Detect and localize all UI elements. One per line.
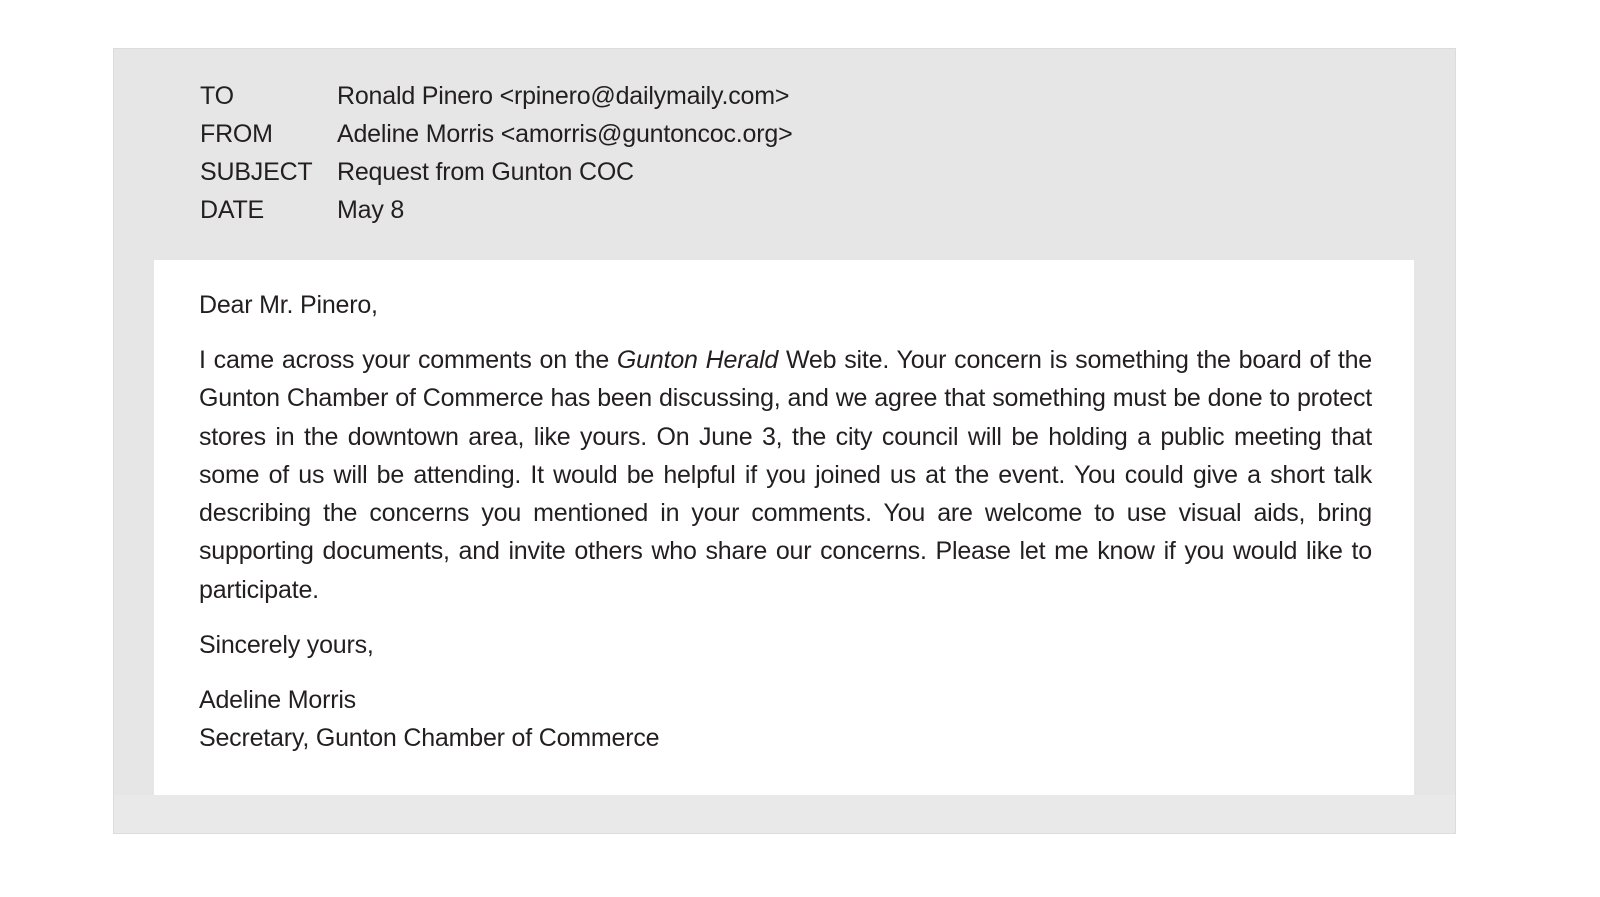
message-body [154, 260, 1414, 795]
greeting: Dear Mr. Pinero, [199, 291, 378, 319]
to-row [200, 77, 793, 115]
signature-title: Secretary, Gunton Chamber of Commerce [199, 724, 660, 753]
paragraph-text-end: Web site. Your concern is something the board of the Gunton Chamber of Commerce has been discussing, and we agree that something must be done to protect stores in the downtown area, like yours. On June 3, the city council will be holding a public meeting that some of us will be attending. It would be helpful if you joined us at the event. You could give a short talk describing the concerns you mentioned in your comments. You are welcome to use visual aids, bring supporting documents, and invite others who share our concerns. Please let me know if you would like to participate. [199, 346, 1372, 604]
publication-title: Gunton Herald [616, 346, 779, 374]
date-value: May 8 [337, 196, 405, 224]
from-value: Adeline Morris <amorris@guntoncoc.org> [337, 120, 793, 148]
paragraph-text-start: I came across your comments on the [199, 346, 617, 374]
subject-row [200, 153, 793, 191]
to-label: TO [200, 82, 234, 110]
email-header [200, 77, 793, 229]
subject-value: Request from Gunton COC [337, 158, 634, 186]
from-label: FROM [200, 120, 273, 148]
to-value: Ronald Pinero <rpinero@dailymaily.com> [337, 82, 790, 110]
date-row [200, 191, 793, 229]
date-label: DATE [200, 196, 265, 224]
signature-name: Adeline Morris [199, 686, 356, 715]
bottom-strip [114, 795, 1455, 833]
subject-label: SUBJECT [200, 158, 313, 186]
body-paragraph [199, 341, 1372, 609]
email-window [113, 48, 1456, 834]
from-row [200, 115, 793, 153]
closing: Sincerely yours, [199, 631, 374, 660]
